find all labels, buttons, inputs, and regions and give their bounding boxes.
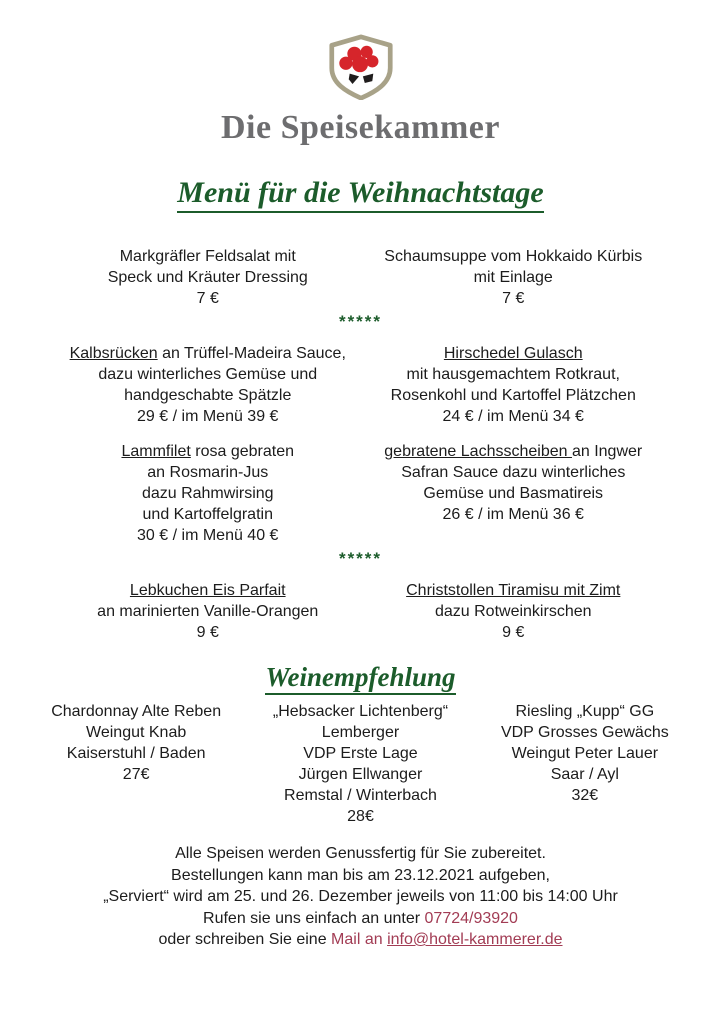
- dish-line: [366, 601, 662, 622]
- wine-heading-row: [0, 661, 721, 693]
- menu-title: Menü für die Weihnachtstage: [177, 176, 543, 213]
- dish-line: [366, 267, 662, 288]
- text-segment: „Hebsacker Lichtenberg“: [272, 703, 449, 720]
- dish-line: [366, 288, 662, 309]
- courses-section: [60, 246, 661, 643]
- dish: [366, 343, 662, 427]
- text-segment: 24 € / im Menü 34 €: [442, 408, 584, 425]
- wine-item: [232, 701, 488, 827]
- mail-an-text: Mail an: [331, 931, 388, 948]
- dish-line: [60, 622, 356, 643]
- text-segment: 27€: [122, 766, 150, 783]
- text-segment: an Ingwer: [571, 443, 643, 460]
- text-segment: dazu Rotweinkirschen: [434, 603, 592, 620]
- course-row: [60, 343, 661, 427]
- text-segment: Schaumsuppe vom Hokkaido Kürbis: [384, 248, 643, 265]
- text-segment: Lemberger: [321, 724, 400, 741]
- footer-notes: [0, 843, 721, 951]
- restaurant-logo: [0, 34, 721, 100]
- footer-line: [0, 908, 721, 930]
- dish-line: [60, 601, 356, 622]
- dish-line: [60, 343, 356, 364]
- dish-line: [366, 504, 662, 525]
- dish-line: [60, 504, 356, 525]
- wine-heading: Weinempfehlung: [265, 662, 455, 695]
- dish-line: [60, 385, 356, 406]
- dish-line: [60, 288, 356, 309]
- text-segment: 9 €: [196, 624, 219, 641]
- text-segment: Kaiserstuhl / Baden: [66, 745, 206, 762]
- text-segment: Riesling „Kupp“ GG: [515, 703, 655, 720]
- text-segment: an Rosmarin-Jus: [147, 464, 269, 481]
- dish-line: [366, 406, 662, 427]
- text-segment: an Trüffel-Madeira Sauce,: [157, 345, 346, 362]
- text-segment: Rufen sie uns einfach an unter: [203, 909, 425, 927]
- text-segment: Kalbsrücken: [69, 345, 158, 362]
- dish-line: [60, 525, 356, 546]
- dish: [60, 441, 356, 546]
- text-segment: Remstal / Winterbach: [284, 787, 437, 804]
- wine-line: [40, 764, 232, 785]
- dish: [60, 580, 356, 643]
- text-segment: Safran Sauce dazu winterliches: [401, 464, 626, 481]
- wine-line: [232, 722, 488, 743]
- text-segment: 32€: [571, 787, 599, 804]
- text-segment: VDP Erste Lage: [303, 745, 418, 762]
- text-segment: Lebkuchen Eis Parfait: [129, 582, 286, 599]
- text-segment: 7 €: [502, 290, 525, 307]
- dish-line: [366, 580, 662, 601]
- text-segment: 28€: [347, 808, 374, 825]
- course-row: [60, 246, 661, 309]
- dish-line: [60, 246, 356, 267]
- footer-line: [0, 929, 721, 951]
- section-divider: *****: [338, 549, 383, 568]
- dish-line: [366, 441, 662, 462]
- wine-line: [232, 806, 488, 827]
- text-segment: Christstollen Tiramisu mit Zimt: [406, 582, 621, 599]
- text-segment: Speck und Kräuter Dressing: [107, 269, 308, 286]
- text-segment: Jürgen Ellwanger: [298, 766, 423, 783]
- menu-title-row: [0, 176, 721, 210]
- wine-line: [232, 764, 488, 785]
- footer-line: [0, 843, 721, 865]
- footer-line: [0, 886, 721, 908]
- text-segment: Chardonnay Alte Reben: [51, 703, 222, 720]
- text-segment: an marinierten Vanille-Orangen: [97, 603, 319, 620]
- dish-line: [366, 483, 662, 504]
- text-segment: Bestellungen kann man bis am 23.12.2021 aufgeben,: [171, 866, 550, 884]
- wine-line: [40, 701, 232, 722]
- text-segment: Alle Speisen werden Genussfertig für Sie zubereitet.: [175, 845, 546, 862]
- wine-line: [232, 701, 488, 722]
- dish-line: [366, 364, 662, 385]
- dish: [60, 246, 356, 309]
- text-segment: mit Einlage: [473, 269, 553, 286]
- text-segment: rosa gebraten: [190, 443, 295, 460]
- text-segment: gebratene Lachsscheiben: [384, 443, 572, 460]
- dish: [366, 580, 662, 643]
- wine-line: [232, 785, 488, 806]
- text-segment: dazu Rahmwirsing: [141, 485, 274, 502]
- text-segment: 9 €: [502, 624, 525, 641]
- course-row: [60, 580, 661, 643]
- dish-line: [60, 406, 356, 427]
- text-segment: VDP Grosses Gewächs: [500, 724, 669, 741]
- wine-line: [489, 701, 681, 722]
- text-segment: 30 € / im Menü 40 €: [137, 527, 279, 544]
- phone-number: 07724/93920: [424, 909, 518, 927]
- dish-line: [60, 580, 356, 601]
- course-row: [60, 441, 661, 546]
- dish-line: [60, 462, 356, 483]
- section-divider: *****: [338, 312, 383, 331]
- text-segment: Weingut Peter Lauer: [511, 745, 659, 762]
- dish-line: [366, 385, 662, 406]
- dish-line: [366, 343, 662, 364]
- text-segment: Markgräfler Feldsalat mit: [119, 248, 296, 265]
- wine-line: [489, 722, 681, 743]
- footer-line: [0, 865, 721, 887]
- wine-line: [489, 764, 681, 785]
- dish-line: [366, 622, 662, 643]
- dish-line: [60, 441, 356, 462]
- wine-list: [40, 701, 681, 827]
- text-segment: Lammfilet: [121, 443, 191, 460]
- text-segment: 26 € / im Menü 36 €: [442, 506, 584, 523]
- text-segment: Hirschedel Gulasch: [443, 345, 583, 362]
- restaurant-name: Die Speisekammer: [220, 109, 500, 146]
- dish-line: [366, 246, 662, 267]
- dish-line: [366, 462, 662, 483]
- text-segment: Rosenkohl und Kartoffel Plätzchen: [390, 387, 636, 404]
- dish: [60, 343, 356, 427]
- wine-line: [489, 743, 681, 764]
- wine-item: [489, 701, 681, 806]
- email-link[interactable]: info@hotel-kammerer.de: [387, 931, 563, 948]
- wine-line: [232, 743, 488, 764]
- wine-item: [40, 701, 232, 785]
- text-segment: Gemüse und Basmatireis: [423, 485, 604, 502]
- text-segment: Weingut Knab: [86, 724, 187, 741]
- dish-line: [60, 483, 356, 504]
- text-segment: und Kartoffelgratin: [142, 506, 273, 523]
- dish-line: [60, 364, 356, 385]
- text-segment: dazu winterliches Gemüse und: [98, 366, 318, 383]
- dish: [366, 441, 662, 546]
- text-segment: Saar / Ayl: [550, 766, 619, 783]
- text-segment: „Serviert“ wird am 25. und 26. Dezember jeweils von 11:00 bis 14:00 Uhr: [103, 888, 618, 905]
- wine-line: [489, 785, 681, 806]
- text-segment: 29 € / im Menü 39 €: [137, 408, 279, 425]
- text-segment: handgeschabte Spätzle: [124, 387, 292, 404]
- wine-line: [40, 722, 232, 743]
- text-segment: mit hausgemachtem Rotkraut,: [406, 366, 620, 383]
- dish: [366, 246, 662, 309]
- text-segment: oder schreiben Sie eine: [158, 931, 332, 948]
- text-segment: 7 €: [196, 290, 219, 307]
- wine-line: [40, 743, 232, 764]
- dish-line: [60, 267, 356, 288]
- shield-berries-icon: [323, 34, 399, 100]
